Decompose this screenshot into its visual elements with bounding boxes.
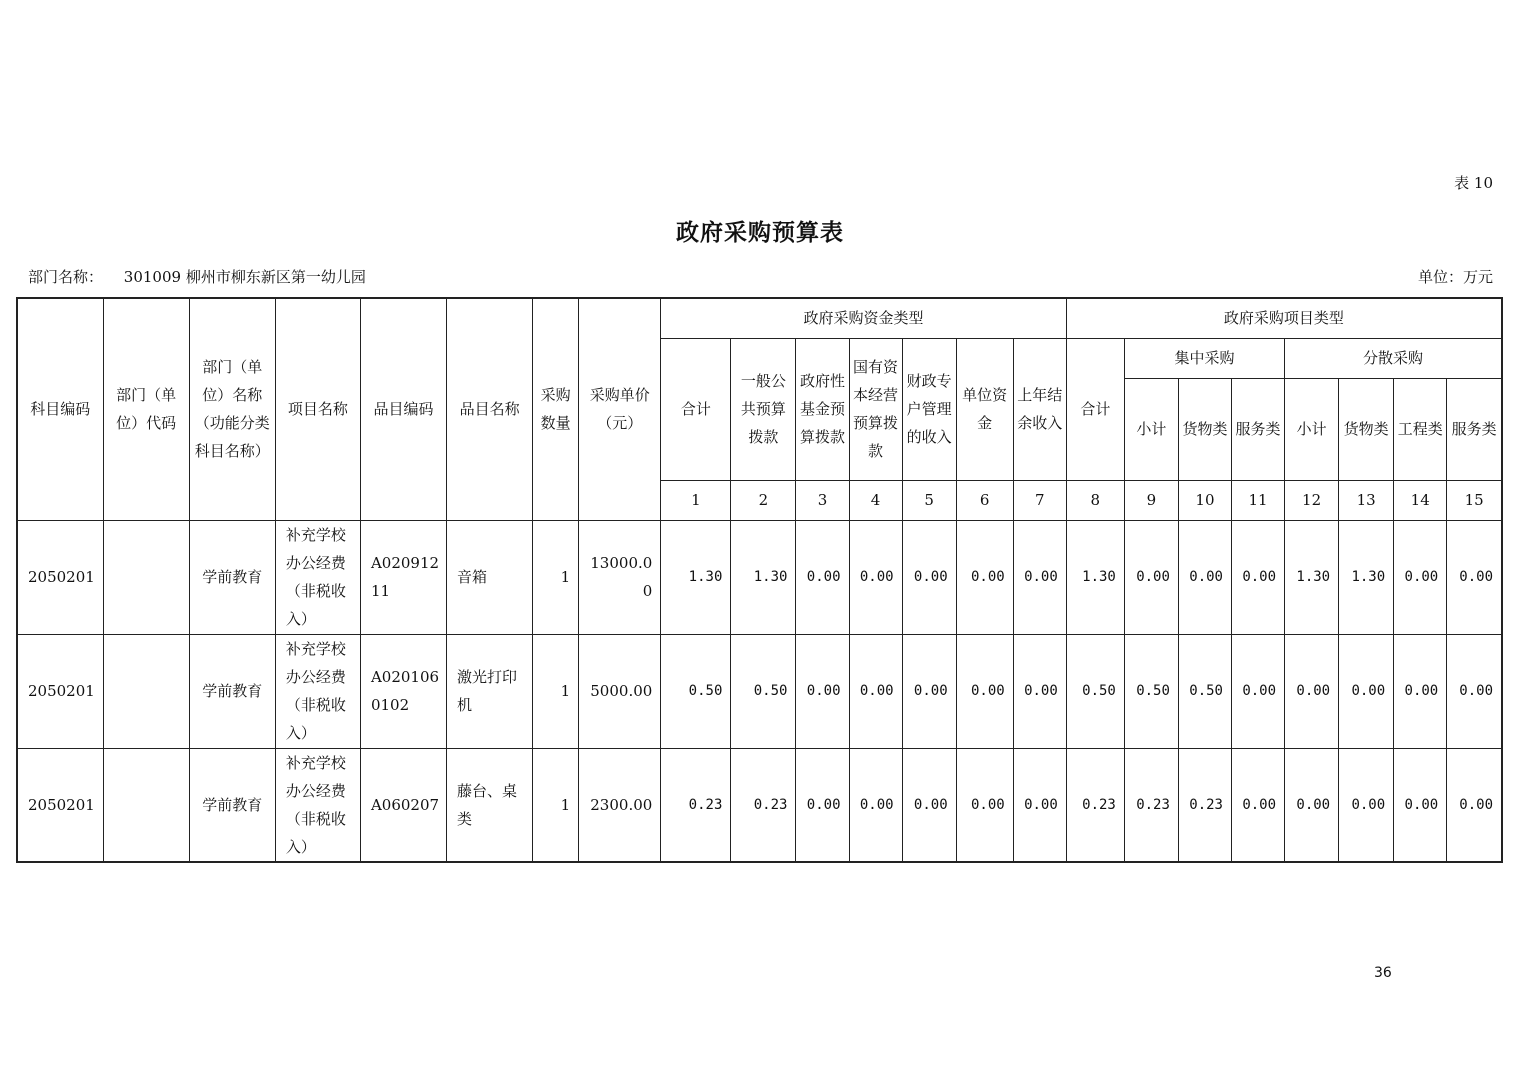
cell-value: 0.00 bbox=[1447, 748, 1502, 862]
cell-unit-price: 2300.00 bbox=[579, 748, 661, 862]
header-subject-code: 科目编码 bbox=[17, 298, 103, 520]
cell-value: 0.00 bbox=[1178, 520, 1231, 634]
column-number: 15 bbox=[1447, 480, 1502, 520]
cell-value: 0.00 bbox=[902, 748, 956, 862]
cell-unit-price: 5000.00 bbox=[579, 634, 661, 748]
header-fiscal-special: 财政专户管理的收入 bbox=[902, 338, 956, 480]
cell-project-name: 补充学校办公经费（非税收入） bbox=[275, 748, 360, 862]
header-central-goods: 货物类 bbox=[1178, 378, 1231, 480]
table-row bbox=[17, 520, 1502, 634]
cell-value: 0.00 bbox=[1231, 634, 1284, 748]
column-number: 9 bbox=[1124, 480, 1178, 520]
header-general-budget: 一般公共预算拨款 bbox=[731, 338, 796, 480]
column-number: 11 bbox=[1231, 480, 1284, 520]
header-unit-funds: 单位资金 bbox=[956, 338, 1013, 480]
cell-project-name: 补充学校办公经费（非税收入） bbox=[275, 520, 360, 634]
cell-quantity: 1 bbox=[533, 748, 579, 862]
header-fund-type-group: 政府采购资金类型 bbox=[661, 298, 1067, 338]
cell-value: 0.50 bbox=[1178, 634, 1231, 748]
cell-value: 0.00 bbox=[956, 748, 1013, 862]
cell-value: 0.00 bbox=[849, 748, 902, 862]
cell-item-code: A060207 bbox=[360, 748, 446, 862]
header-unit-price: 采购单价（元） bbox=[579, 298, 661, 520]
department-line bbox=[28, 266, 366, 287]
cell-value: 0.50 bbox=[1124, 634, 1178, 748]
header-dispersed-engineering: 工程类 bbox=[1394, 378, 1447, 480]
cell-value: 0.00 bbox=[1013, 634, 1066, 748]
cell-value: 0.00 bbox=[1339, 748, 1394, 862]
cell-subject-code: 2050201 bbox=[17, 748, 103, 862]
column-number: 14 bbox=[1394, 480, 1447, 520]
cell-value: 0.50 bbox=[1066, 634, 1124, 748]
column-number: 8 bbox=[1066, 480, 1124, 520]
cell-item-name: 藤台、桌类 bbox=[447, 748, 533, 862]
header-dispersed-goods: 货物类 bbox=[1339, 378, 1394, 480]
cell-item-code: A02091211 bbox=[360, 520, 446, 634]
cell-value: 0.00 bbox=[1447, 634, 1502, 748]
unit-label: 单位：万元 bbox=[1417, 268, 1493, 286]
header-project-type-group: 政府采购项目类型 bbox=[1066, 298, 1502, 338]
column-number: 2 bbox=[731, 480, 796, 520]
header-item-name: 品目名称 bbox=[447, 298, 533, 520]
cell-value: 0.00 bbox=[1013, 748, 1066, 862]
cell-value: 1.30 bbox=[661, 520, 731, 634]
column-number: 1 bbox=[661, 480, 731, 520]
header-gov-fund: 政府性基金预算拨款 bbox=[796, 338, 849, 480]
cell-value: 0.00 bbox=[1231, 748, 1284, 862]
cell-value: 0.00 bbox=[849, 634, 902, 748]
cell-value: 0.00 bbox=[796, 520, 849, 634]
cell-value: 0.23 bbox=[731, 748, 796, 862]
page-title: 政府采购预算表 bbox=[676, 219, 844, 246]
table-number: 表 10 bbox=[1454, 174, 1493, 192]
header-fund-total: 合计 bbox=[661, 338, 731, 480]
header-dispersed-subtotal: 小计 bbox=[1285, 378, 1339, 480]
header-item-code: 品目编码 bbox=[360, 298, 446, 520]
header-state-capital: 国有资本经营预算拨款 bbox=[849, 338, 902, 480]
cell-dept-code bbox=[103, 748, 189, 862]
cell-item-name: 音箱 bbox=[447, 520, 533, 634]
cell-value: 1.30 bbox=[731, 520, 796, 634]
cell-value: 0.00 bbox=[956, 520, 1013, 634]
cell-value: 0.00 bbox=[1339, 634, 1394, 748]
cell-value: 0.00 bbox=[902, 520, 956, 634]
header-central: 集中采购 bbox=[1124, 338, 1284, 378]
cell-dept-code bbox=[103, 634, 189, 748]
cell-value: 1.30 bbox=[1285, 520, 1339, 634]
cell-subject-code: 2050201 bbox=[17, 634, 103, 748]
cell-value: 0.23 bbox=[1124, 748, 1178, 862]
cell-project-name: 补充学校办公经费（非税收入） bbox=[275, 634, 360, 748]
table-row bbox=[17, 748, 1502, 862]
cell-value: 0.50 bbox=[661, 634, 731, 748]
cell-value: 0.00 bbox=[1285, 748, 1339, 862]
cell-value: 0.23 bbox=[1178, 748, 1231, 862]
cell-unit-price: 13000.00 bbox=[579, 520, 661, 634]
cell-value: 0.23 bbox=[661, 748, 731, 862]
column-number: 10 bbox=[1178, 480, 1231, 520]
header-central-subtotal: 小计 bbox=[1124, 378, 1178, 480]
cell-value: 0.00 bbox=[1285, 634, 1339, 748]
header-central-services: 服务类 bbox=[1231, 378, 1284, 480]
cell-value: 0.00 bbox=[1394, 634, 1447, 748]
cell-dept-name: 学前教育 bbox=[189, 520, 275, 634]
column-number: 7 bbox=[1013, 480, 1066, 520]
cell-value: 0.00 bbox=[796, 634, 849, 748]
cell-value: 0.00 bbox=[956, 634, 1013, 748]
department-label: 部门名称： bbox=[28, 268, 104, 286]
header-proj-total: 合计 bbox=[1066, 338, 1124, 480]
cell-item-name: 激光打印机 bbox=[447, 634, 533, 748]
department-value: 301009 柳州市柳东新区第一幼儿园 bbox=[123, 268, 366, 286]
cell-value: 1.30 bbox=[1339, 520, 1394, 634]
cell-value: 0.23 bbox=[1066, 748, 1124, 862]
table-row bbox=[17, 634, 1502, 748]
cell-value: 0.00 bbox=[1394, 520, 1447, 634]
header-carryover: 上年结余收入 bbox=[1013, 338, 1066, 480]
header-dept-name: 部门（单位）名称（功能分类科目名称） bbox=[189, 298, 275, 520]
cell-value: 0.00 bbox=[1124, 520, 1178, 634]
header-dispersed-services: 服务类 bbox=[1447, 378, 1502, 480]
cell-value: 0.00 bbox=[1013, 520, 1066, 634]
column-number: 3 bbox=[796, 480, 849, 520]
cell-quantity: 1 bbox=[533, 520, 579, 634]
cell-subject-code: 2050201 bbox=[17, 520, 103, 634]
cell-value: 1.30 bbox=[1066, 520, 1124, 634]
cell-value: 0.00 bbox=[849, 520, 902, 634]
column-number: 6 bbox=[956, 480, 1013, 520]
column-number: 13 bbox=[1339, 480, 1394, 520]
header-dispersed: 分散采购 bbox=[1285, 338, 1502, 378]
cell-dept-code bbox=[103, 520, 189, 634]
column-number: 5 bbox=[902, 480, 956, 520]
cell-value: 0.50 bbox=[731, 634, 796, 748]
page-number: 36 bbox=[1374, 965, 1392, 981]
cell-quantity: 1 bbox=[533, 634, 579, 748]
column-number: 12 bbox=[1285, 480, 1339, 520]
cell-item-code: A0201060102 bbox=[360, 634, 446, 748]
header-quantity: 采购数量 bbox=[533, 298, 579, 520]
cell-value: 0.00 bbox=[1447, 520, 1502, 634]
cell-dept-name: 学前教育 bbox=[189, 748, 275, 862]
cell-value: 0.00 bbox=[796, 748, 849, 862]
column-number: 4 bbox=[849, 480, 902, 520]
cell-dept-name: 学前教育 bbox=[189, 634, 275, 748]
header-project-name: 项目名称 bbox=[275, 298, 360, 520]
procurement-budget-table bbox=[16, 297, 1503, 863]
cell-value: 0.00 bbox=[1394, 748, 1447, 862]
cell-value: 0.00 bbox=[1231, 520, 1284, 634]
cell-value: 0.00 bbox=[902, 634, 956, 748]
header-dept-code: 部门（单位）代码 bbox=[103, 298, 189, 520]
